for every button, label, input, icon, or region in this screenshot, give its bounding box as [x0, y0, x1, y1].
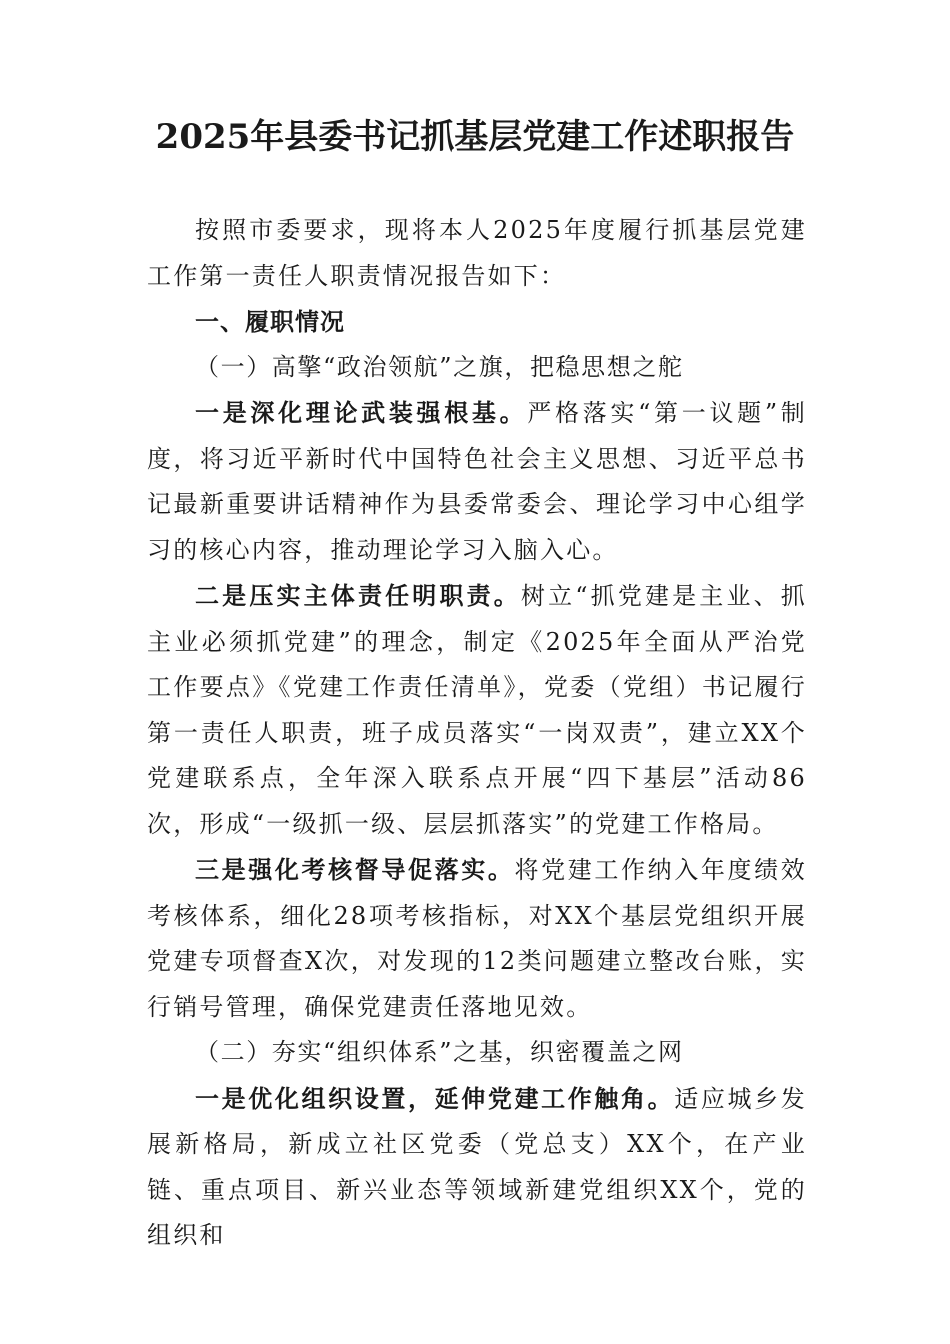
paragraph-lead: 三是强化考核督导促落实。	[195, 855, 515, 884]
paragraph-theory-study	[147, 390, 807, 573]
paragraph-organization-setup	[147, 1076, 807, 1259]
paragraph-text: 严格落实“第一议题”制度，将习近平新时代中国特色社会主义思想、习近平总书记最新重要讲话精神作为县委常委会、理论学习中心组学习的核心内容，推动理论学习入脑入心。	[147, 399, 807, 564]
paragraph-lead: 一是深化理论武装强根基。	[195, 398, 528, 427]
subsection-heading-political-leadership: （一）高擎“政治领航”之旗，把稳思想之舵	[195, 352, 684, 381]
paragraph-text: 树立“抓党建是主业、抓主业必须抓党建”的理念，制定《2025年全面从严治党工作要点》《党建工作责任清单》，党委（党组）书记履行第一责任人职责，班子成员落实“一岗双责”，建立XX个党建联系点，全年深入联系点开展“四下基层”活动86次，形成“一级抓一级、层层抓落实”的党建工作格局。	[147, 582, 807, 838]
section-heading-performance: 一、履职情况	[195, 307, 345, 336]
subsection-heading-organization-system: （二）夯实“组织体系”之基，织密覆盖之网	[195, 1038, 684, 1066]
paragraph-text: 将党建工作纳入年度绩效考核体系，细化28项考核指标，对XX个基层党组织开展党建专项督查X次，对发现的12类问题建立整改台账，实行销号管理，确保党建责任落地见效。	[147, 856, 807, 1021]
intro-paragraph: 按照市委要求，现将本人2025年度履行抓基层党建工作第一责任人职责情况报告如下：	[147, 216, 807, 290]
document-body	[147, 208, 807, 1259]
paragraph-lead: 二是压实主体责任明职责。	[195, 581, 521, 610]
paragraph-responsibility	[147, 573, 807, 847]
paragraph-assessment	[147, 847, 807, 1030]
document-title: 2025年县委书记抓基层党建工作述职报告	[155, 117, 795, 157]
paragraph-text: 适应城乡发展新格局，新成立社区党委（党总支）XX个，在产业链、重点项目、新兴业态等领域新建党组织XX个，党的组织和	[147, 1084, 808, 1249]
paragraph-lead: 一是优化组织设置，延伸党建工作触角。	[195, 1083, 675, 1113]
